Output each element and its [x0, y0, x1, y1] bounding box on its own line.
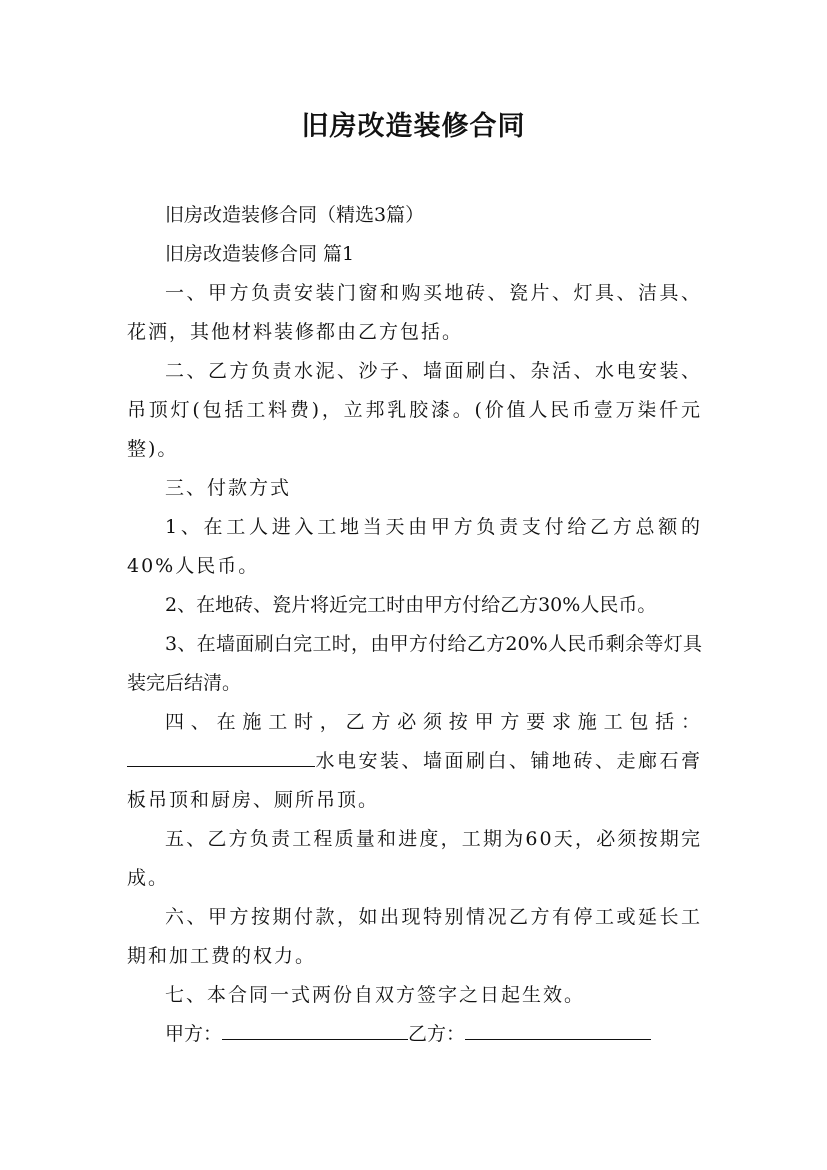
clause-4	[127, 703, 702, 820]
party-b-label: 乙方：	[408, 1023, 466, 1045]
signature-line	[127, 1015, 702, 1054]
clause-3: 三、付款方式	[165, 477, 292, 499]
document-title: 旧房改造装修合同	[301, 111, 526, 142]
party-b-signature-blank	[465, 1017, 651, 1040]
payment-2: 2、在地砖、瓷片将近完工时由甲方付给乙方30%人民币。	[165, 594, 657, 616]
clause-2: 二、乙方负责水泥、沙子、墙面刷白、杂活、水电安装、吊顶灯(包括工料费)，立邦乳胶漆。(价值人民币壹万柒仟元整)。	[127, 360, 702, 460]
clause-5: 五、乙方负责工程质量和进度，工期为60天，必须按期完成。	[127, 828, 702, 889]
clause-4-lead: 四、在施工时，乙方必须按甲方要求施工包括：	[165, 711, 702, 733]
document-body	[127, 196, 702, 1054]
section-heading: 旧房改造装修合同 篇1	[165, 243, 355, 265]
clause-1: 一、甲方负责安装门窗和购买地砖、瓷片、灯具、洁具、花洒，其他材料装修都由乙方包括。	[127, 282, 702, 343]
blank-line	[127, 744, 315, 767]
clause-6: 六、甲方按期付款，如出现特别情况乙方有停工或延长工期和加工费的权力。	[127, 906, 702, 967]
clause-7: 七、本合同一式两份自双方签字之日起生效。	[165, 984, 586, 1006]
payment-3: 3、在墙面刷白完工时，由甲方付给乙方20%人民币剩余等灯具装完后结清。	[127, 633, 702, 694]
party-a-signature-blank	[222, 1017, 408, 1040]
payment-1: 1、在工人进入工地当天由甲方负责支付给乙方总额的40%人民币。	[127, 516, 702, 577]
party-a-label: 甲方：	[165, 1023, 223, 1045]
clause-4-rest: 水电安装、墙面刷白、铺地砖、走廊石膏板吊顶和厨房、厕所吊顶。	[127, 750, 702, 811]
subtitle: 旧房改造装修合同（精选3篇）	[165, 204, 425, 226]
